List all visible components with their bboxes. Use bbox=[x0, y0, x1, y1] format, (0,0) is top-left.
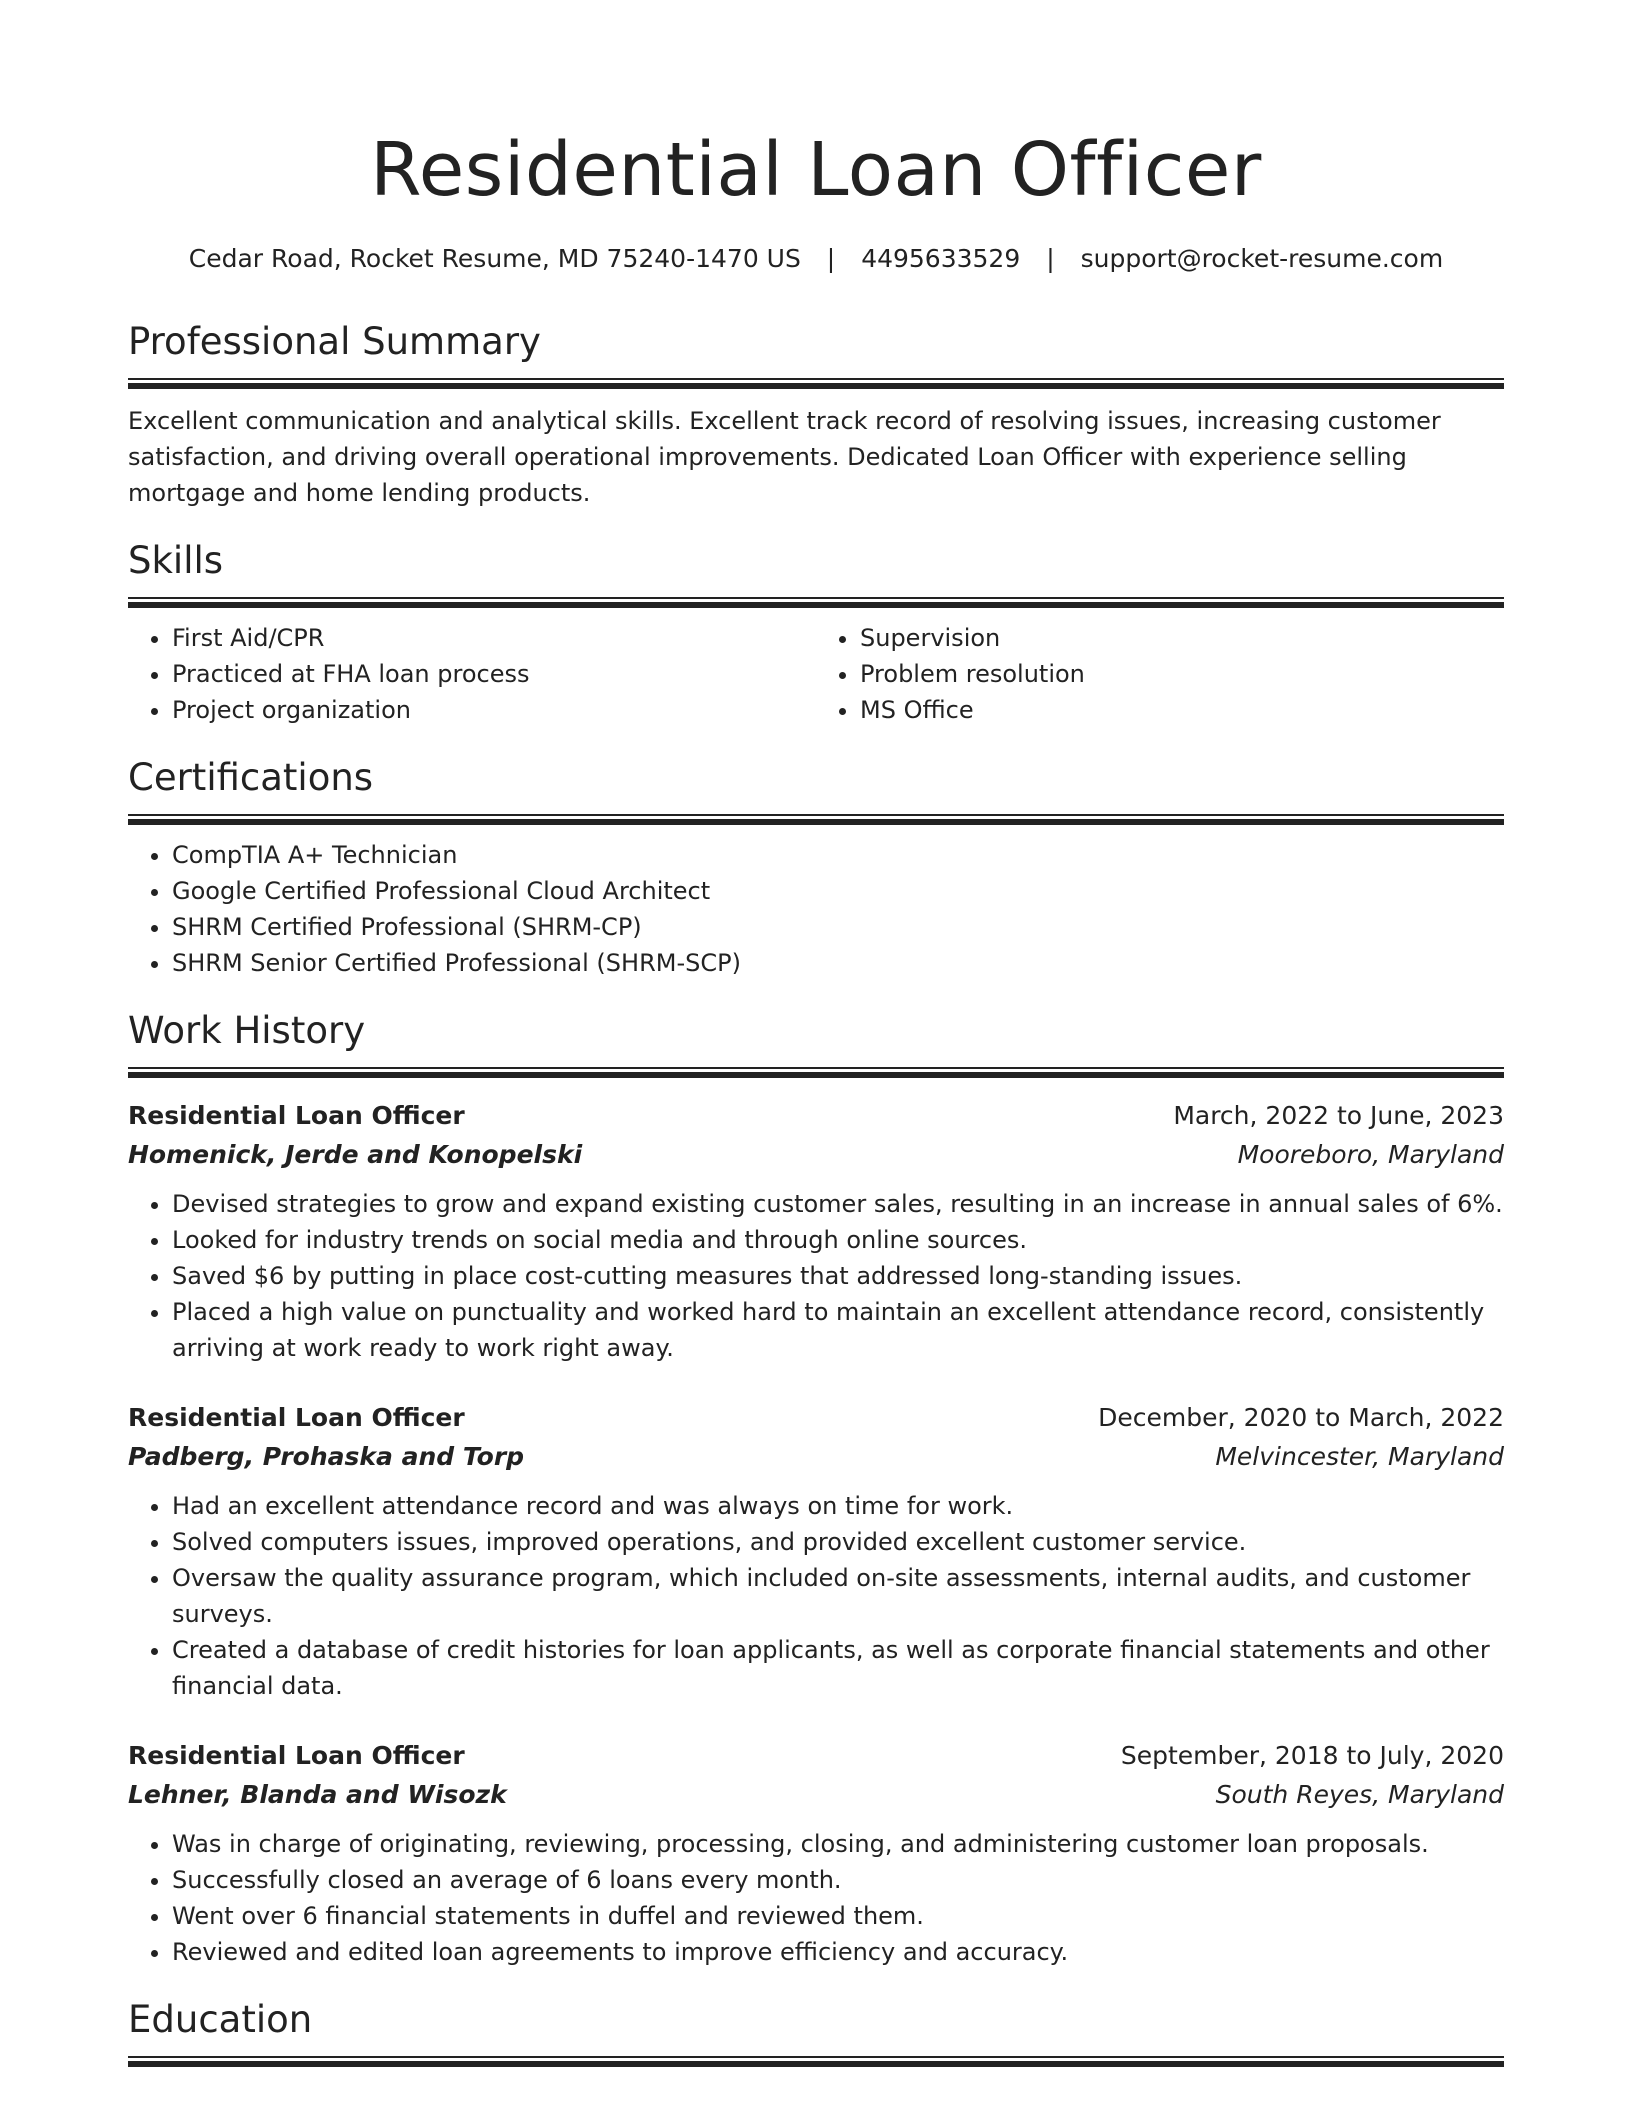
job-header-row bbox=[128, 1398, 1504, 1437]
education-title: Education bbox=[128, 1998, 313, 2041]
summary-text: Excellent communication and analytical skills. Excellent track record of resolving issues, increasing customer satisfaction, and driving overall operational improvements. Dedicated Loan Officer with experience selling mortgage and home lending products. bbox=[128, 407, 1441, 507]
contact-phone: 4495633529 bbox=[861, 244, 1021, 273]
job-entry bbox=[128, 1096, 1504, 1366]
section-divider bbox=[128, 378, 1504, 389]
job-bullet: • Oversaw the quality assurance program, which included on-site assessments, internal audits, and customer surveys. bbox=[172, 1560, 1504, 1632]
contact-address: Cedar Road, Rocket Resume, MD 75240-1470 US bbox=[188, 244, 801, 273]
job-company-row bbox=[128, 1135, 1504, 1174]
resume-name: Residential Loan Officer bbox=[370, 127, 1262, 213]
skill-item: • Problem resolution bbox=[860, 656, 1504, 692]
job-bullet: • Saved $6 by putting in place cost-cutting measures that addressed long-standing issues. bbox=[172, 1258, 1504, 1294]
section-divider bbox=[128, 1067, 1504, 1078]
contact-email: support@rocket-resume.com bbox=[1080, 244, 1444, 273]
skill-item: • Supervision bbox=[860, 620, 1504, 656]
job-entry bbox=[128, 1736, 1504, 1970]
job-bullet: • Devised strategies to grow and expand existing customer sales, resulting in an increase in annual sales of 6%. bbox=[172, 1186, 1504, 1222]
skill-item: • First Aid/CPR bbox=[172, 620, 816, 656]
job-bullets bbox=[128, 1826, 1504, 1970]
skill-item: • Project organization bbox=[172, 692, 816, 728]
work-history-title: Work History bbox=[128, 1009, 366, 1052]
skills-section bbox=[128, 539, 1504, 728]
job-location: South Reyes, Maryland bbox=[1215, 1780, 1504, 1809]
job-bullet: • Successfully closed an average of 6 loans every month. bbox=[172, 1862, 1504, 1898]
certification-item: • SHRM Certified Professional (SHRM-CP) bbox=[172, 909, 1504, 945]
skill-item: • MS Office bbox=[860, 692, 1504, 728]
job-bullet: • Created a database of credit histories for loan applicants, as well as corporate financial statements and other financial data. bbox=[172, 1632, 1504, 1704]
section-divider bbox=[128, 814, 1504, 825]
certification-item: • CompTIA A+ Technician bbox=[172, 837, 1504, 873]
contact-separator: | bbox=[1046, 244, 1055, 273]
education-section bbox=[128, 1998, 1504, 2067]
section-divider bbox=[128, 2056, 1504, 2067]
summary-title: Professional Summary bbox=[128, 320, 541, 363]
contact-line bbox=[128, 242, 1504, 276]
work-history-section bbox=[128, 1009, 1504, 1970]
certifications-section bbox=[128, 756, 1504, 981]
job-company: Lehner, Blanda and Wisozk bbox=[128, 1780, 507, 1809]
job-bullet: • Was in charge of originating, reviewing, processing, closing, and administering customer loan proposals. bbox=[172, 1826, 1504, 1862]
skills-list-left bbox=[128, 620, 816, 728]
job-bullet: • Reviewed and edited loan agreements to improve efficiency and accuracy. bbox=[172, 1934, 1504, 1970]
job-company-row bbox=[128, 1775, 1504, 1814]
job-title: Residential Loan Officer bbox=[128, 1101, 465, 1130]
job-dates: March, 2022 to June, 2023 bbox=[1173, 1101, 1504, 1130]
job-bullets bbox=[128, 1488, 1504, 1704]
certification-item: • Google Certified Professional Cloud Architect bbox=[172, 873, 1504, 909]
skills-list-right bbox=[816, 620, 1504, 728]
skills-title: Skills bbox=[128, 539, 224, 582]
job-bullet: • Went over 6 financial statements in duffel and reviewed them. bbox=[172, 1898, 1504, 1934]
skills-grid bbox=[128, 620, 1504, 728]
certifications-list bbox=[128, 837, 1504, 981]
job-bullet: • Solved computers issues, improved operations, and provided excellent customer service. bbox=[172, 1524, 1504, 1560]
certifications-title: Certifications bbox=[128, 756, 374, 799]
contact-separator: | bbox=[826, 244, 836, 273]
certification-item: • SHRM Senior Certified Professional (SHRM-SCP) bbox=[172, 945, 1504, 981]
job-bullet: • Looked for industry trends on social media and through online sources. bbox=[172, 1222, 1504, 1258]
job-title: Residential Loan Officer bbox=[128, 1741, 465, 1770]
job-dates: December, 2020 to March, 2022 bbox=[1098, 1403, 1504, 1432]
job-dates: September, 2018 to July, 2020 bbox=[1120, 1741, 1504, 1770]
job-bullet: • Placed a high value on punctuality and worked hard to maintain an excellent attendance record, consistently arriving at work ready to work right away. bbox=[172, 1294, 1504, 1366]
skill-item: • Practiced at FHA loan process bbox=[172, 656, 816, 692]
job-title: Residential Loan Officer bbox=[128, 1403, 465, 1432]
job-bullet: • Had an excellent attendance record and was always on time for work. bbox=[172, 1488, 1504, 1524]
job-company: Padberg, Prohaska and Torp bbox=[128, 1442, 525, 1471]
job-company: Homenick, Jerde and Konopelski bbox=[128, 1140, 583, 1169]
job-header-row bbox=[128, 1096, 1504, 1135]
job-company-row bbox=[128, 1437, 1504, 1476]
job-header-row bbox=[128, 1736, 1504, 1775]
job-location: Mooreboro, Maryland bbox=[1237, 1140, 1504, 1169]
summary-section bbox=[128, 320, 1504, 511]
job-entry bbox=[128, 1398, 1504, 1704]
section-divider bbox=[128, 597, 1504, 608]
job-bullets bbox=[128, 1186, 1504, 1366]
job-location: Melvincester, Maryland bbox=[1215, 1442, 1504, 1471]
